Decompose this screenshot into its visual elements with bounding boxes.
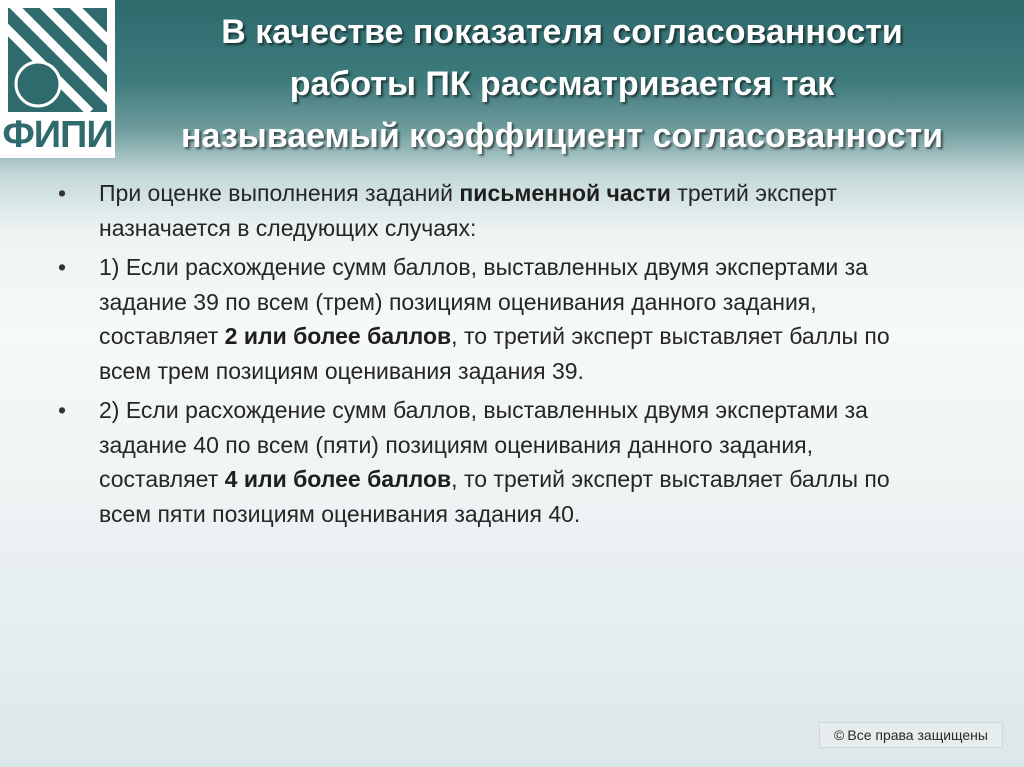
title-line: В качестве показателя согласованности — [221, 13, 903, 51]
bullet-list — [58, 176, 918, 536]
bullet-marker: • — [58, 397, 67, 423]
bullet-text: 2) Если расхождение сумм баллов, выставленных двумя экспертами за задание 40 по всем (пяти) позициям оценивания данного задания, составляет — [99, 397, 868, 492]
bullet-bold-text: 4 или более баллов — [224, 466, 452, 492]
bullet-text: третий эксперт назначается в следующих случаях: — [99, 180, 837, 241]
logo-text: ФИПИ — [2, 114, 113, 156]
bullet-bold-text: письменной части — [459, 180, 671, 206]
bullet-text: , то третий эксперт выставляет баллы по всем трем позициям оценивания задания 39. — [99, 323, 890, 384]
copyright-text: Все права защищены — [847, 727, 988, 743]
bullet-marker: • — [58, 254, 67, 280]
bullet-item — [58, 176, 918, 245]
page-title — [100, 6, 1024, 162]
fipi-logo — [0, 0, 115, 158]
copyright-badge — [819, 722, 1003, 748]
title-line: работы ПК рассматривается так — [289, 65, 835, 103]
title-line: называемый коэффициент согласованности — [181, 117, 943, 155]
copyright-icon: © — [834, 727, 845, 743]
bullet-text: 1) Если расхождение сумм баллов, выставленных двумя экспертами за задание 39 по всем (трем) позициям оценивания данного задания, составляет — [99, 254, 868, 349]
bullet-text: , то третий эксперт выставляет баллы по всем пяти позициям оценивания задания 40. — [99, 466, 890, 527]
bullet-item — [58, 250, 918, 388]
bullet-text: При оценке выполнения заданий — [99, 180, 460, 206]
bullet-marker: • — [58, 180, 67, 206]
bullet-item — [58, 393, 918, 531]
bullet-bold-text: 2 или более баллов — [224, 323, 452, 349]
